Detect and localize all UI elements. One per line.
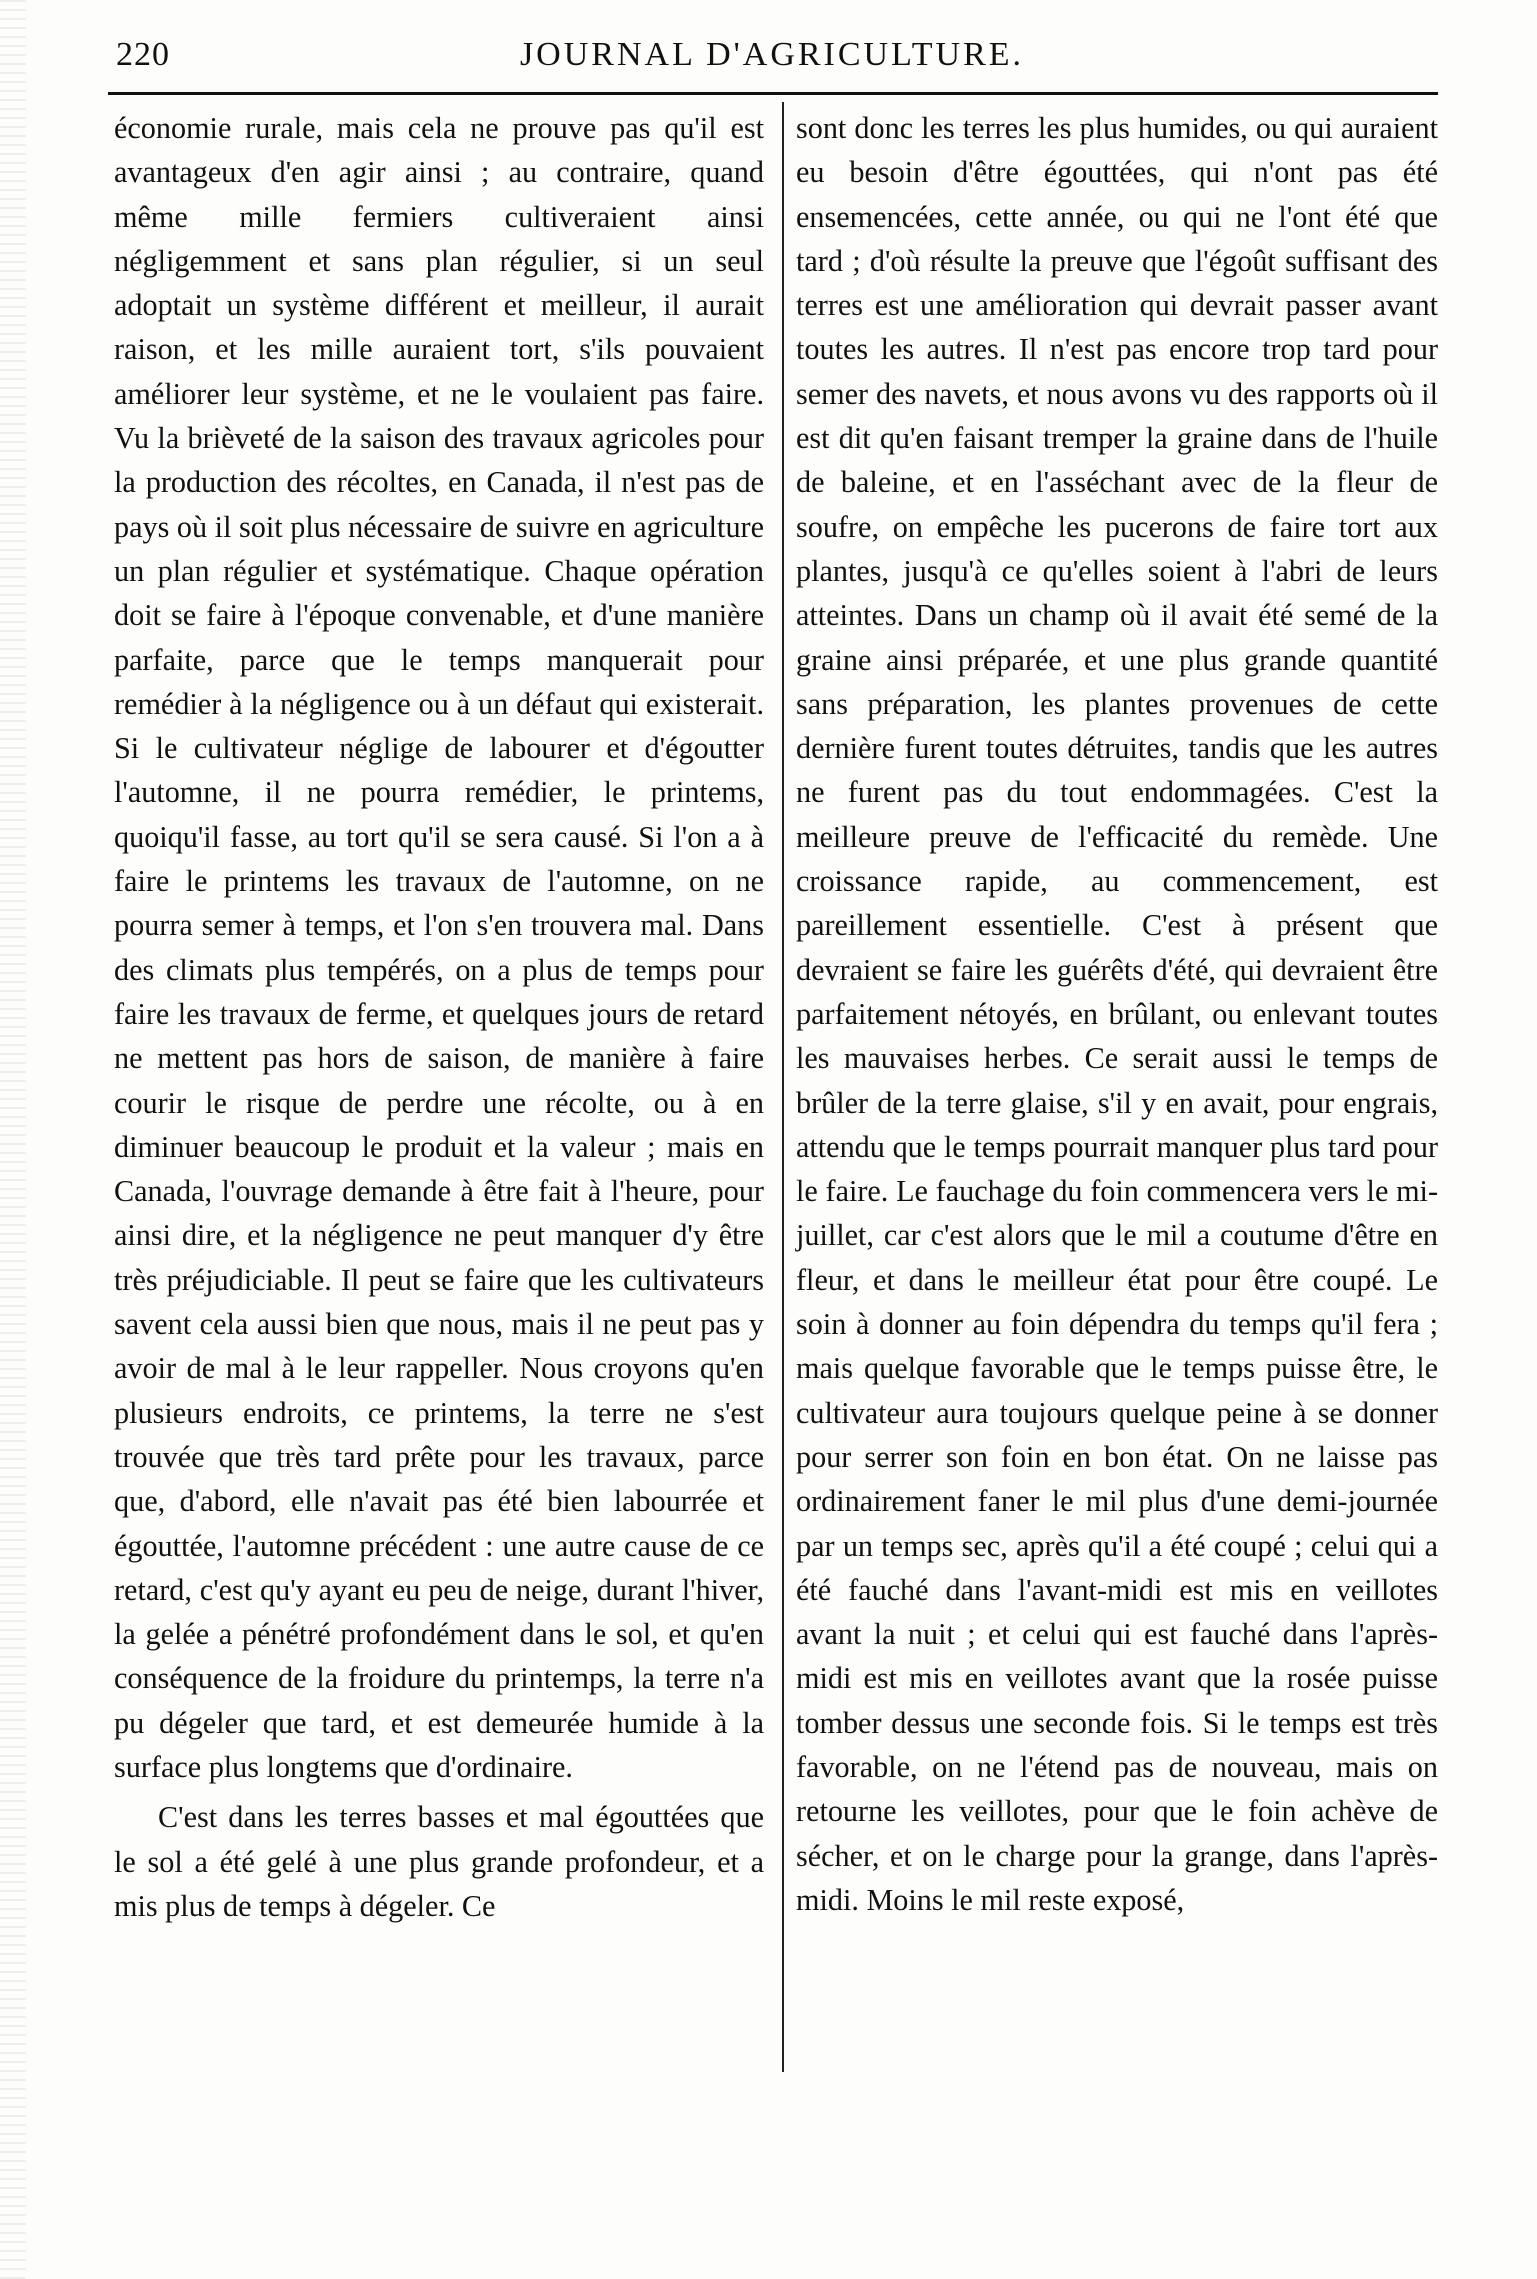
column-divider: [782, 102, 784, 2072]
left-paragraph-2: C'est dans les terres basses et mal égouttées que le sol a été gelé à une plus grande profondeur, et a mis plus de temps à dégeler. Ce: [114, 1800, 764, 1923]
left-paragraph-1: économie rurale, mais cela ne prouve pas qu'il est avantageux d'en agir ainsi ; au contraire, quand même mille fermiers cultiveraient ainsi négligemment et sans plan régulier, si un seul adoptait un système différent et meilleur, il aurait raison, et les mille auraient tort, s'ils pouvaient améliorer leur système, et ne le voulaient pas faire. Vu la brièveté de la saison des travaux agricoles pour la production des récoltes, en Canada, il n'est pas de pays où il soit plus nécessaire de suivre en agriculture un plan régulier et systématique. Chaque opération doit se faire à l'époque convenable, et d'une manière parfaite, parce que le temps manquerait pour remédier à la négligence ou à un défaut qui existerait. Si le cultivateur néglige de labourer et d'égoutter l'automne, il ne pourra remédier, le printems, quoiqu'il fasse, au tort qu'il se sera causé. Si l'on a à faire le printems les travaux de l'automne, on ne pourra semer à temps, et l'on s'en trouvera mal. Dans des climats plus tempérés, on a plus de temps pour faire les travaux de ferme, et quelques jours de retard ne mettent pas hors de saison, de manière à faire courir le risque de perdre une récolte, ou à en diminuer beaucoup le produit et la valeur ; mais en Canada, l'ouvrage demande à être fait à l'heure, pour ainsi dire, et la négligence ne peut manquer d'y être très préjudiciable. Il peut se faire que les cultivateurs savent cela aussi bien que nous, mais il ne peut pas y avoir de mal à le leur rappeller. Nous croyons qu'en plusieurs endroits, ce printems, la terre ne s'est trouvée que très tard prête pour les travaux, parce que, d'abord, elle n'avait pas été bien labourrée et égouttée, l'automne précédent : une autre cause de ce retard, c'est qu'y ayant eu peu de neige, durant l'hiver, la gelée a pénétré profondément dans le sol, et qu'en conséquence de la froidure du printemps, la terre n'a pu dégeler que tard, et est demeurée humide à la surface plus longtems que d'ordinaire.: [114, 111, 764, 1784]
right-paragraph-1: sont donc les terres les plus humides, ou qui auraient eu besoin d'être égouttées, qui n'ont pas été ensemencées, cette année, ou qui ne l'ont été que tard ; d'où résulte la preuve que l'égoût suffisant des terres est une amélioration qui devrait passer avant toutes les autres. Il n'est pas encore trop tard pour semer des navets, et nous avons vu des rapports où il est dit qu'en faisant tremper la graine dans de l'huile de baleine, et en l'asséchant avec de la fleur de soufre, on empêche les pucerons de faire tort aux plantes, jusqu'à ce qu'elles soient à l'abri de leurs atteintes. Dans un champ où il avait été semé de la graine ainsi préparée, et une plus grande quantité sans préparation, les plantes provenues de cette dernière furent toutes détruites, tandis que les autres ne furent pas du tout endommagées. C'est la meilleure preuve de l'efficacité du remède. Une croissance rapide, au commencement, est pareillement essentielle. C'est à présent que devraient se faire les guérêts d'été, qui devraient être parfaitement nétoyés, en brûlant, ou enlevant toutes les mauvaises herbes. Ce serait aussi le temps de brûler de la terre glaise, s'il y en avait, pour engrais, attendu que le temps pourrait manquer plus tard pour le faire. Le fauchage du foin commencera vers le mi-juillet, car c'est alors que le mil a coutume d'être en fleur, et dans le meilleur état pour être coupé. Le soin à donner au foin dépendra du temps qu'il fera ; mais quelque favorable que le temps puisse être, le cultivateur aura toujours quelque peine à se donner pour serrer son foin en bon état. On ne laisse pas ordinairement faner le mil plus d'une demi-journée par un temps sec, après qu'il a été coupé ; celui qui a été fauché dans l'avant-midi est mis en veillotes avant la nuit ; et celui qui est fauché dans l'après-midi est mis en veillotes avant que la rosée puisse tomber dessus une seconde fois. Si le temps est très favorable, on ne l'étend pas de nouveau, mais on retourne les veillotes, pour que le foin achève de sécher, et on le charge pour la grange, dans l'après-midi. Moins le mil reste exposé,: [796, 111, 1438, 1917]
scan-edge-shadow: [0, 0, 26, 2279]
header-rule: [108, 92, 1438, 95]
page-header: [108, 30, 1436, 80]
right-column: [796, 106, 1438, 1922]
left-column: [114, 106, 764, 1928]
running-title: JOURNAL D'AGRICULTURE.: [519, 36, 1025, 73]
page-number: 220: [116, 36, 170, 73]
